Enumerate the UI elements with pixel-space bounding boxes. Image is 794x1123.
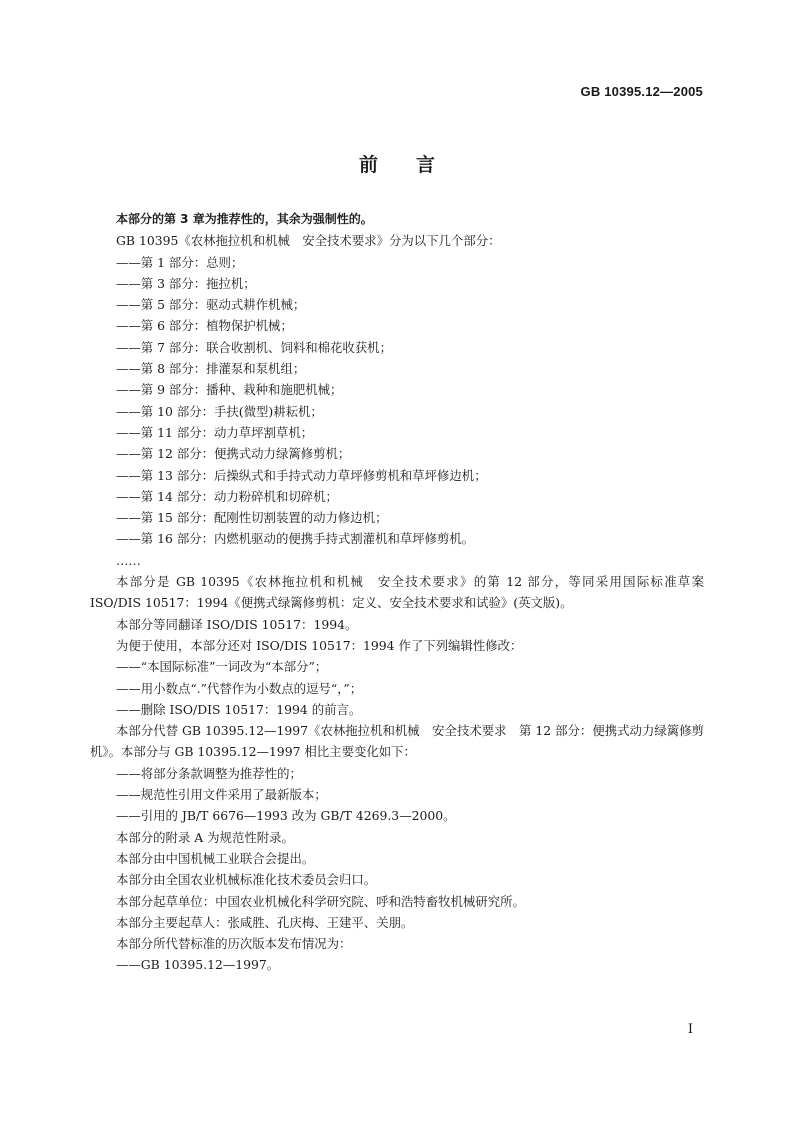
paragraph: 本部分等同翻译 ISO/DIS 10517：1994。 xyxy=(116,616,358,632)
document-body xyxy=(90,209,704,976)
paragraph: 本部分由全国农业机械标准化技术委员会归口。 xyxy=(116,872,377,888)
list-item: ——第 5 部分：驱动式耕作机械； xyxy=(116,297,306,313)
paragraph: 本部分是 GB 10395《农林拖拉机和机械 安全技术要求》的第 12 部分，等同采用国际标准草案 ISO/DIS 10517：1994《便携式绿篱修剪机：定义、安全技术要求和试验》(英文版)。 xyxy=(90,574,704,611)
paragraph: 本部分代替 GB 10395.12—1997《农林拖拉机和机械 安全技术要求 第 12 部分：便携式动力绿篱修剪机》。本部分与 GB 10395.12—1997 相比主要变化如下： xyxy=(90,723,704,760)
paragraph: 本部分所代替标准的历次版本发布情况为： xyxy=(116,936,352,952)
paragraph: 为便于使用，本部分还对 ISO/DIS 10517：1994 作了下列编辑性修改： xyxy=(116,637,523,653)
list-item: ——用小数点“.”代替作为小数点的逗号“，”； xyxy=(116,680,363,696)
paragraph: 本部分起草单位：中国农业机械化科学研究院、呼和浩特畜牧机械研究所。 xyxy=(116,893,525,909)
list-item: ——“本国际标准”一词改为“本部分”； xyxy=(116,659,328,675)
list-item: ——第 10 部分：手扶(微型)耕耘机； xyxy=(116,403,323,419)
list-item: ——将部分条款调整为推荐性的； xyxy=(116,765,302,781)
paragraph: 本部分的附录 A 为规范性附录。 xyxy=(116,829,294,845)
list-item: ——GB 10395.12—1997。 xyxy=(116,957,280,973)
standard-code: GB 10395.12—2005 xyxy=(580,84,703,99)
list-item: ——第 12 部分：便携式动力绿篱修剪机； xyxy=(116,446,351,462)
paragraph: 本部分的第 3 章为推荐性的，其余为强制性的。 xyxy=(116,212,373,226)
list-item: ——第 6 部分：植物保护机械； xyxy=(116,318,293,334)
list-item: ——第 16 部分：内燃机驱动的便携手持式割灌机和草坪修剪机。 xyxy=(116,531,475,547)
list-item: ——第 3 部分：拖拉机； xyxy=(116,275,256,291)
paragraph: 本部分由中国机械工业联合会提出。 xyxy=(116,850,315,866)
page-title: 前言 xyxy=(358,154,473,176)
list-item: ——第 7 部分：联合收割机、饲料和棉花收获机； xyxy=(116,339,392,355)
ellipsis: …… xyxy=(116,552,141,568)
list-item: ——第 15 部分：配刚性切割装置的动力修边机； xyxy=(116,510,388,526)
list-item: ——第 1 部分：总则； xyxy=(116,254,244,270)
list-item: ——第 11 部分：动力草坪割草机； xyxy=(116,424,314,440)
list-item: ——删除 ISO/DIS 10517：1994 的前言。 xyxy=(116,701,362,717)
list-item: ——第 14 部分：动力粉碎机和切碎机； xyxy=(116,488,338,504)
list-item: ——第 8 部分：排灌泵和泵机组； xyxy=(116,361,306,377)
page-number: I xyxy=(687,1022,693,1037)
list-item: ——第 13 部分：后操纵式和手持式动力草坪修剪机和草坪修边机； xyxy=(116,467,487,483)
paragraph: 本部分主要起草人：张咸胜、孔庆梅、王建平、关朋。 xyxy=(116,914,414,930)
list-item: ——规范性引用文件采用了最新版本； xyxy=(116,787,327,803)
list-item: ——引用的 JB/T 6676—1993 改为 GB/T 4269.3—2000。 xyxy=(116,808,456,824)
list-item: ——第 9 部分：播种、栽种和施肥机械； xyxy=(116,382,343,398)
paragraph: GB 10395《农林拖拉机和机械 安全技术要求》分为以下几个部分： xyxy=(116,233,501,249)
